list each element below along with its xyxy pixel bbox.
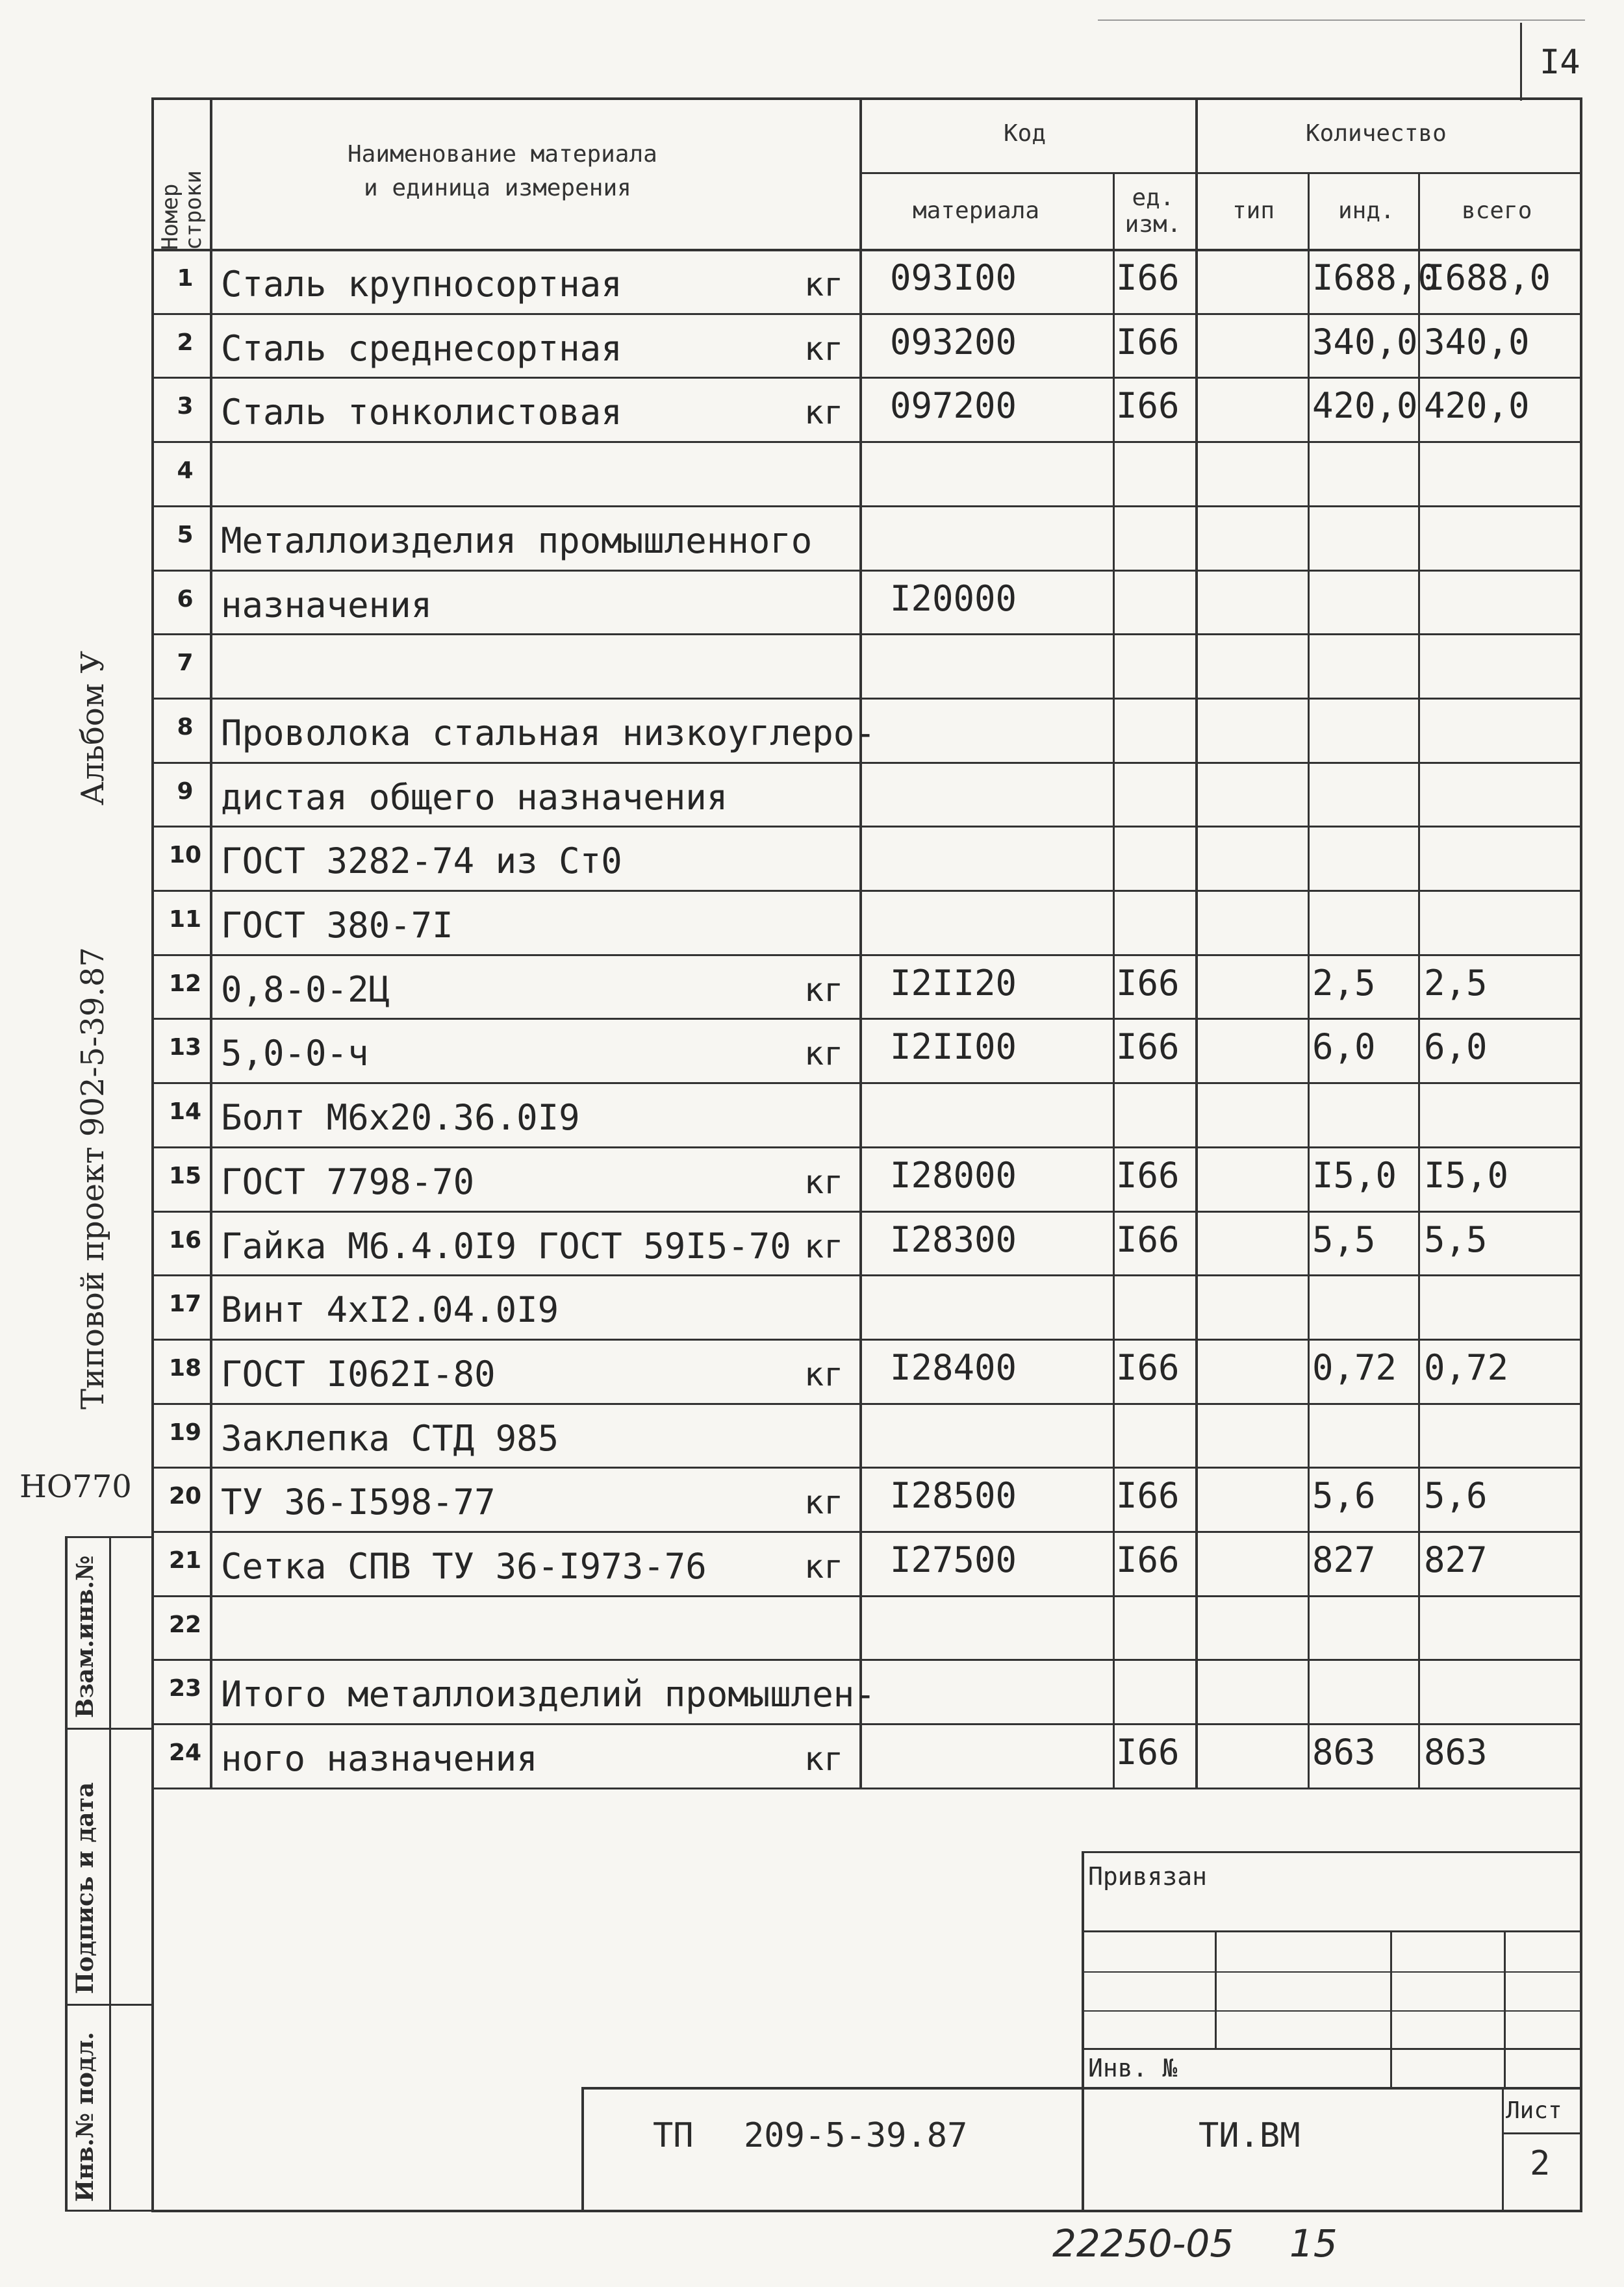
stamp-divider-1 [65,1728,153,1730]
row-number: 2 [177,329,194,356]
row-number: 10 [168,842,202,869]
tb-main-top [581,2087,1582,2090]
material-name: 5,0-0-ч [221,1033,369,1074]
frame-left [151,97,154,2212]
material-name: Винт 4хI2.04.0I9 [221,1289,559,1331]
row-line [151,1018,1580,1020]
unit-code: I66 [1116,385,1180,427]
row-number: 6 [177,585,194,613]
row-line [151,1531,1580,1533]
header-material-name-line2: и единица измерения [364,175,631,201]
unit-code: I66 [1116,1732,1180,1773]
row-line [151,1595,1580,1597]
col-line-type [1308,172,1310,1788]
material-code: I27500 [890,1539,1017,1580]
tb-vline-2 [1390,1930,1392,2090]
row-number: 18 [168,1354,202,1382]
stamp-bottom-border [65,2210,153,2212]
material-unit: кг [804,1484,844,1522]
row-number: 16 [168,1226,202,1254]
row-number: 14 [168,1098,202,1126]
row-number: 12 [168,970,202,997]
tb-line-4 [1082,2048,1582,2050]
row-line [151,1659,1580,1661]
material-name: Заклепка СТД 985 [221,1417,559,1459]
col-line-name [859,97,862,1788]
material-code: I28300 [890,1219,1017,1260]
stamp-label-vzam: Взам.инв.№ [71,1555,99,1718]
header-qty-ind: инд. [1338,197,1395,224]
row-number: 8 [177,713,194,740]
tb-tp: ТП [653,2116,694,2155]
row-line [151,1788,1580,1789]
tb-top [1082,1851,1582,1853]
row-line [151,1274,1580,1276]
qty-total: 2,5 [1424,962,1488,1004]
row-number: 20 [168,1483,202,1510]
stamp-label-podpis: Подпись и дата [71,1782,99,1994]
material-name: ГОСТ 7798-70 [221,1161,475,1202]
page-number: I4 [1540,43,1580,82]
material-name: Проволока стальная низкоуглеро- [221,712,876,753]
qty-ind: 863 [1312,1732,1376,1773]
col-line-unit [1195,97,1198,1788]
tb-left-upper [1082,1851,1084,2212]
tb-line-3 [1082,2010,1582,2012]
material-name: Сталь среднесортная [221,327,622,369]
top-rule [1098,19,1585,21]
row-line [151,1723,1580,1725]
header-row-number: Номер строки [157,170,207,250]
material-name: ГОСТ 3282-74 из Ст0 [221,840,622,882]
qty-ind: 420,0 [1312,385,1418,427]
material-code: I28000 [890,1154,1017,1196]
col-line-code [1113,172,1115,1788]
stamp-label-inv: Инв.№ подл. [71,2032,99,2202]
header-qty-type: тип [1232,197,1275,224]
tb-main-left [581,2087,584,2210]
unit-code: I66 [1116,1154,1180,1196]
unit-code: I66 [1116,321,1180,362]
row-line [151,762,1580,764]
tb-doc-number: 209-5-39.87 [744,2116,968,2155]
material-unit: кг [804,1035,844,1073]
row-line [151,890,1580,892]
row-line [151,377,1580,379]
material-name: ного назначения [221,1738,538,1780]
row-line [151,954,1580,956]
material-name: 0,8-0-2Ц [221,968,390,1010]
material-name: Сталь крупносортная [221,264,622,305]
tb-sheet-divider [1502,2087,1504,2210]
material-name: Сетка СПВ ТУ 36-I973-76 [221,1546,707,1587]
qty-total: 863 [1424,1732,1488,1773]
header-code-unit: ед. изм. [1124,184,1182,238]
material-name: Гайка М6.4.0I9 ГОСТ 59I5-70 [221,1225,791,1267]
row-number: 17 [168,1291,202,1318]
header-mid-line [859,172,1580,174]
tb-sheet-number: 2 [1530,2144,1551,2183]
material-code: I20000 [890,577,1017,619]
row-line [151,1403,1580,1405]
material-name: ТУ 36-I598-77 [221,1482,496,1523]
frame-right [1580,97,1582,2212]
tb-inv-no: Инв. № [1088,2054,1178,2082]
project-label: Типовой проект 902-5-39.87 [75,947,111,1409]
material-code: I2II20 [890,962,1017,1004]
material-unit: кг [804,1740,844,1778]
page-number-divider [1520,23,1522,101]
inventory-code: НО770 [19,1469,132,1505]
qty-ind: 6,0 [1312,1026,1376,1068]
header-material-name-line1: Наименование материала [348,141,657,168]
row-line [151,1146,1580,1148]
material-name: ГОСТ 380-7I [221,905,453,946]
qty-total: 420,0 [1424,385,1530,427]
qty-ind: 5,5 [1312,1219,1376,1260]
material-name: дистая общего назначения [221,776,728,818]
stamp-top-border [65,1536,153,1538]
stamp-inner-border [109,1536,111,2212]
material-code: I28500 [890,1475,1017,1517]
qty-ind: 5,6 [1312,1475,1376,1517]
header-code: Код [1004,120,1047,147]
material-name: Сталь тонколистовая [221,392,622,433]
unit-code: I66 [1116,1475,1180,1517]
row-number: 1 [177,265,194,292]
row-number: 15 [168,1162,202,1189]
row-line [151,313,1580,315]
frame-top [151,97,1582,100]
row-line [151,698,1580,700]
row-number: 9 [177,777,194,805]
row-line [151,1467,1580,1469]
row-number: 19 [168,1419,202,1446]
material-unit: кг [804,329,844,368]
tb-sheet-line [1502,2132,1581,2134]
material-unit: кг [804,970,844,1009]
unit-code: I66 [1116,1219,1180,1260]
tb-line-2 [1082,1971,1582,1973]
material-name: Итого металлоизделий промышлен- [221,1674,876,1715]
qty-ind: I688,0 [1312,257,1440,298]
qty-total: 5,6 [1424,1475,1488,1517]
row-number: 5 [177,521,194,548]
material-name: Металлоизделия промышленного [221,520,813,561]
material-name: ГОСТ I062I-80 [221,1353,496,1395]
header-code-material: материала [913,197,1040,224]
qty-ind: 0,72 [1312,1346,1397,1388]
qty-total: 0,72 [1424,1346,1509,1388]
material-code: 093200 [890,321,1017,362]
tb-vline-3 [1504,1930,1506,2090]
tb-line-1 [1082,1930,1582,1932]
header-qty-total: всего [1462,197,1532,224]
row-number: 11 [168,906,202,933]
qty-ind: I5,0 [1312,1154,1397,1196]
row-number: 21 [168,1547,202,1574]
album-label: Альбом У [75,650,111,805]
row-line [151,570,1580,572]
header-quantity: Количество [1306,120,1447,147]
row-line [151,1082,1580,1084]
row-line [151,1339,1580,1341]
material-name: Болт М6х20.36.0I9 [221,1097,580,1139]
qty-ind: 2,5 [1312,962,1376,1004]
qty-total: 340,0 [1424,321,1530,362]
material-unit: кг [804,266,844,303]
unit-code: I66 [1116,257,1180,298]
col-line-ind [1418,172,1420,1788]
material-unit: кг [804,394,844,432]
material-code: 093I00 [890,257,1017,298]
row-number: 24 [168,1739,202,1767]
material-name: назначения [221,584,433,625]
material-code: I28400 [890,1346,1017,1388]
qty-total: 5,5 [1424,1219,1488,1260]
material-unit: кг [804,1227,844,1265]
stamp-divider-2 [65,2004,153,2006]
qty-ind: 827 [1312,1539,1376,1580]
unit-code: I66 [1116,962,1180,1004]
row-number: 3 [177,393,194,420]
unit-code: I66 [1116,1026,1180,1068]
row-line [151,1211,1580,1213]
row-line [151,505,1580,507]
material-unit: кг [804,1355,844,1393]
header-bottom-line [151,249,1580,251]
qty-total: I5,0 [1424,1154,1509,1196]
stamp-left-border [65,1536,68,2212]
footer-stamp-number: 22250-05 [1052,2221,1234,2266]
material-unit: кг [804,1163,844,1201]
material-code: 097200 [890,385,1017,427]
frame-bottom [151,2210,1582,2212]
row-number: 22 [168,1611,202,1638]
row-number: 13 [168,1034,202,1061]
qty-total: 6,0 [1424,1026,1488,1068]
row-number: 4 [177,457,194,485]
qty-total: I688,0 [1424,257,1551,298]
unit-code: I66 [1116,1346,1180,1388]
material-code: I2II00 [890,1026,1017,1068]
tb-sheet-label: Лист [1506,2097,1562,2124]
row-line [151,826,1580,828]
tb-doc-mark: ТИ.ВМ [1199,2116,1300,2155]
material-unit: кг [804,1548,844,1586]
row-number: 23 [168,1675,202,1702]
qty-ind: 340,0 [1312,321,1418,362]
tb-vline-1 [1215,1930,1217,2049]
tb-privyazan: Привязан [1088,1862,1208,1891]
footer-page: 15 [1289,2221,1338,2266]
col-line-number [210,97,212,1788]
unit-code: I66 [1116,1539,1180,1580]
row-number: 7 [177,650,194,677]
row-line [151,633,1580,635]
qty-total: 827 [1424,1539,1488,1580]
row-line [151,441,1580,443]
